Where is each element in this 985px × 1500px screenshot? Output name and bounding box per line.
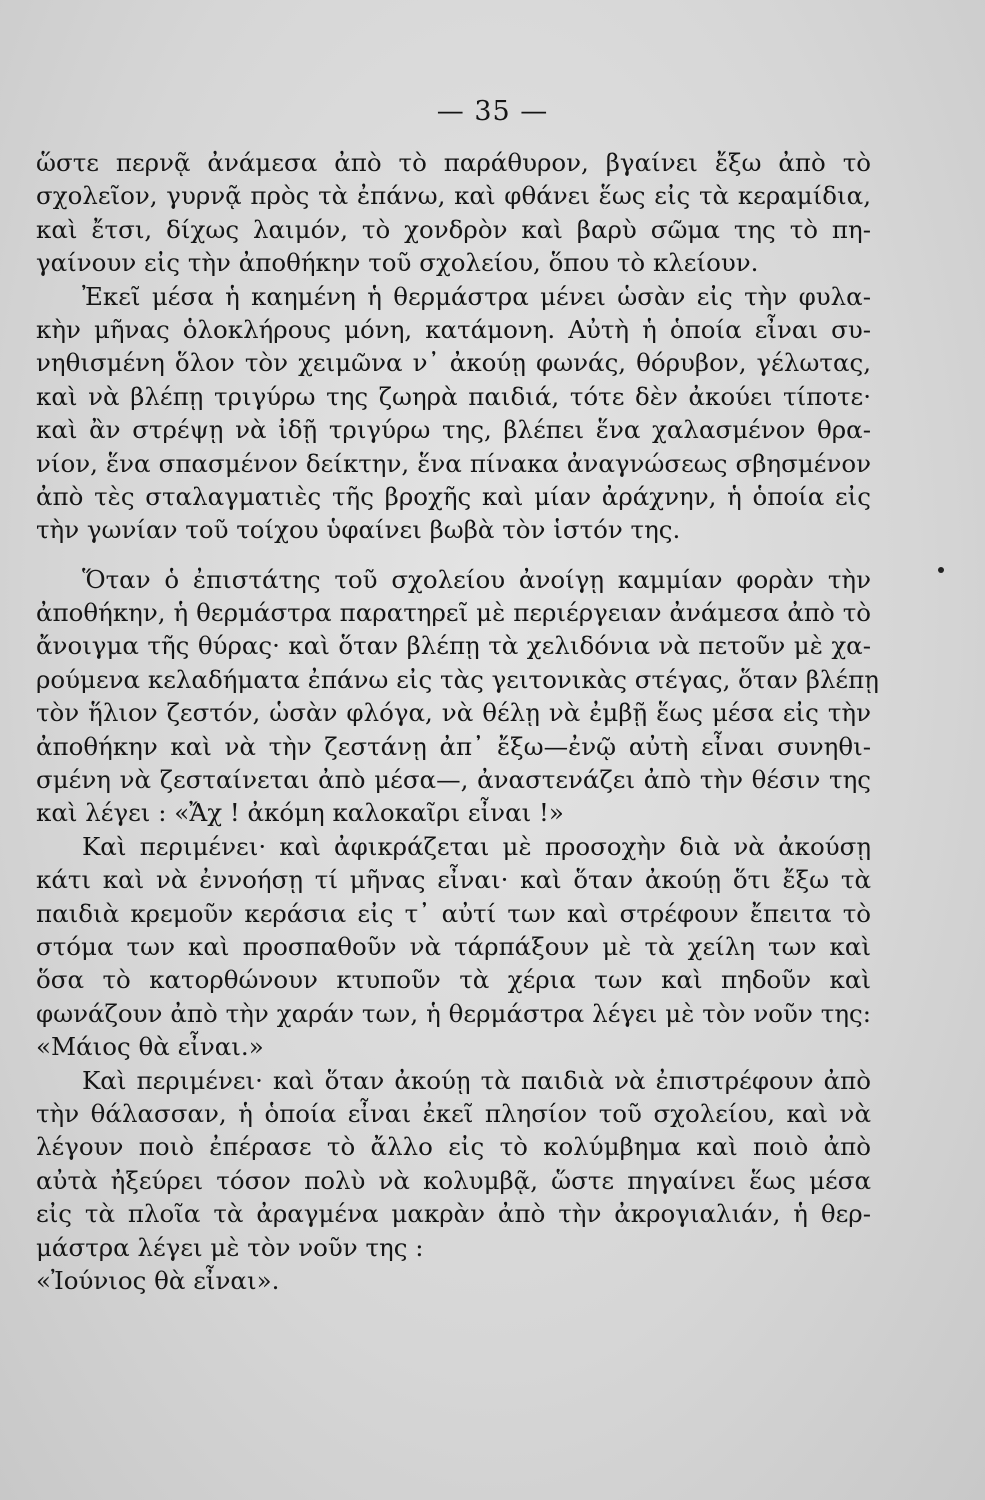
text-line: ὅσα τὸ κατορθώνουν κτυποῦν τὰ χέρια των καὶ πηδοῦν καὶ: [36, 965, 871, 995]
text-line: Ὅταν ὁ ἐπιστάτης τοῦ σχολείου ἀνοίγῃ καμμίαν φορὰν τὴν: [82, 564, 871, 594]
text-line: μάστρα λέγει μὲ τὸν νοῦν της :: [36, 1232, 424, 1262]
text-line: στόμα των καὶ προσπαθοῦν νὰ τάρπάξουν μὲ τὰ χείλη των καὶ: [36, 931, 871, 961]
text-line: παιδιὰ κρεμοῦν κεράσια εἰς τ᾽ αὐτί των καὶ στρέφουν ἔπειτα τὸ: [36, 898, 871, 928]
text-line: καὶ λέγει : «Ἄχ ! ἀκόμη καλοκαῖρι εἶναι !»: [36, 798, 564, 828]
paragraph: [36, 563, 879, 830]
text-line: κὴν μῆνας ὁλοκλήρους μόνη, κατάμονη. Αὐτὴ ἡ ὁποία εἶναι συ-: [36, 314, 871, 344]
paragraph: [36, 280, 871, 547]
text-line: σχολεῖον, γυρνᾷ πρὸς τὰ ἐπάνω, καὶ φθάνει ἕως εἰς τὰ κεραμίδια,: [36, 181, 871, 211]
text-line: ἀποθήκην καὶ νὰ τὴν ζεστάνῃ ἀπ᾽ ἔξω—ἐνῷ αὐτὴ εἶναι συνηθι-: [36, 731, 871, 761]
text-line: καὶ ἂν στρέψῃ νὰ ἰδῇ τριγύρω της, βλέπει ἕνα χαλασμένον θρα-: [36, 415, 871, 445]
text-line: εἰς τὰ πλοῖα τὰ ἀραγμένα μακρὰν ἀπὸ τὴν ἀκρογιαλιάν, ἡ θερ-: [36, 1199, 871, 1229]
text-line: Καὶ περιμένει· καὶ ὅταν ἀκούῃ τὰ παιδιὰ νὰ ἐπιστρέφουν ἀπὸ: [82, 1065, 871, 1095]
text-line: τὸν ἥλιον ζεστόν, ὡσὰν φλόγα, νὰ θέλῃ νὰ ἐμβῇ ἕως μέσα εἰς τὴν: [36, 698, 871, 728]
paragraph: [36, 146, 871, 280]
text-line: σμένη νὰ ζεσταίνεται ἀπὸ μέσα—, ἀναστενάζει ἀπὸ τὴν θέσιν της: [36, 765, 871, 795]
text-line: ἄνοιγμα τῆς θύρας· καὶ ὅταν βλέπῃ τὰ χελιδόνια νὰ πετοῦν μὲ χα-: [36, 631, 871, 661]
text-line: ρούμενα κελαδήματα ἐπάνω εἰς τὰς γειτονικὰς στέγας, ὅταν βλέπῃ: [36, 664, 879, 694]
text-line: τὴν θάλασσαν, ἡ ὁποία εἶναι ἐκεῖ πλησίον τοῦ σχολείου, καὶ νὰ: [36, 1098, 871, 1128]
paragraph: [36, 1064, 871, 1298]
text-line: φωνάζουν ἀπὸ τὴν χαράν των, ἡ θερμάστρα λέγει μὲ τὸν νοῦν της:: [36, 998, 871, 1028]
text-line: Ἐκεῖ μέσα ἡ καημένη ἡ θερμάστρα μένει ὡσὰν εἰς τὴν φυλα-: [82, 281, 871, 311]
ink-speck: [938, 567, 944, 573]
paragraph: [36, 830, 871, 1064]
text-line: γαίνουν εἰς τὴν ἀποθήκην τοῦ σχολείου, ὅπου τὸ κλείουν.: [36, 248, 759, 278]
text-line: ἀποθήκην, ἡ θερμάστρα παρατηρεῖ μὲ περιέργειαν ἀνάμεσα ἀπὸ τὸ: [36, 598, 871, 628]
text-line: κάτι καὶ νὰ ἐννοήσῃ τί μῆνας εἶναι· καὶ ὅταν ἀκούῃ ὅτι ἔξω τὰ: [36, 865, 871, 895]
text-line: λέγουν ποιὸ ἐπέρασε τὸ ἄλλο εἰς τὸ κολύμβημα καὶ ποιὸ ἀπὸ: [36, 1132, 871, 1162]
text-line: καὶ ἔτσι, δίχως λαιμόν, τὸ χονδρὸν καὶ βαρὺ σῶμα της τὸ πη-: [36, 214, 871, 244]
page-number: — 35 —: [436, 96, 549, 127]
text-line: νίον, ἕνα σπασμένον δείκτην, ἕνα πίνακα ἀναγνώσεως σβησμένον: [36, 448, 871, 478]
text-line: καὶ νὰ βλέπῃ τριγύρω της ζωηρὰ παιδιά, τότε δὲν ἀκούει τίποτε·: [36, 381, 871, 411]
text-line: Καὶ περιμένει· καὶ ἀφικράζεται μὲ προσοχὴν διὰ νὰ ἀκούσῃ: [82, 831, 871, 861]
text-line: «Ἰούνιος θὰ εἶναι».: [36, 1265, 280, 1295]
text-line: ὥστε περνᾷ ἀνάμεσα ἀπὸ τὸ παράθυρον, βγαίνει ἔξω ἀπὸ τὸ: [36, 148, 871, 177]
body-text: [36, 146, 879, 1297]
text-line: νηθισμένη ὅλον τὸν χειμῶνα ν᾽ ἀκούῃ φωνάς, θόρυβον, γέλωτας,: [36, 348, 871, 378]
text-line: ἀπὸ τὲς σταλαγματιὲς τῆς βροχῆς καὶ μίαν ἀράχνην, ἡ ὁποία εἰς: [36, 481, 871, 511]
text-line: «Μάιος θὰ εἶναι.»: [36, 1032, 264, 1062]
text-line: τὴν γωνίαν τοῦ τοίχου ὑφαίνει βωβὰ τὸν ἱστόν της.: [36, 515, 681, 545]
text-line: αὐτὰ ἠξεύρει τόσον πολὺ νὰ κολυμβᾷ, ὥστε πηγαίνει ἕως μέσα: [36, 1165, 871, 1195]
paragraph-gap: [36, 547, 871, 563]
